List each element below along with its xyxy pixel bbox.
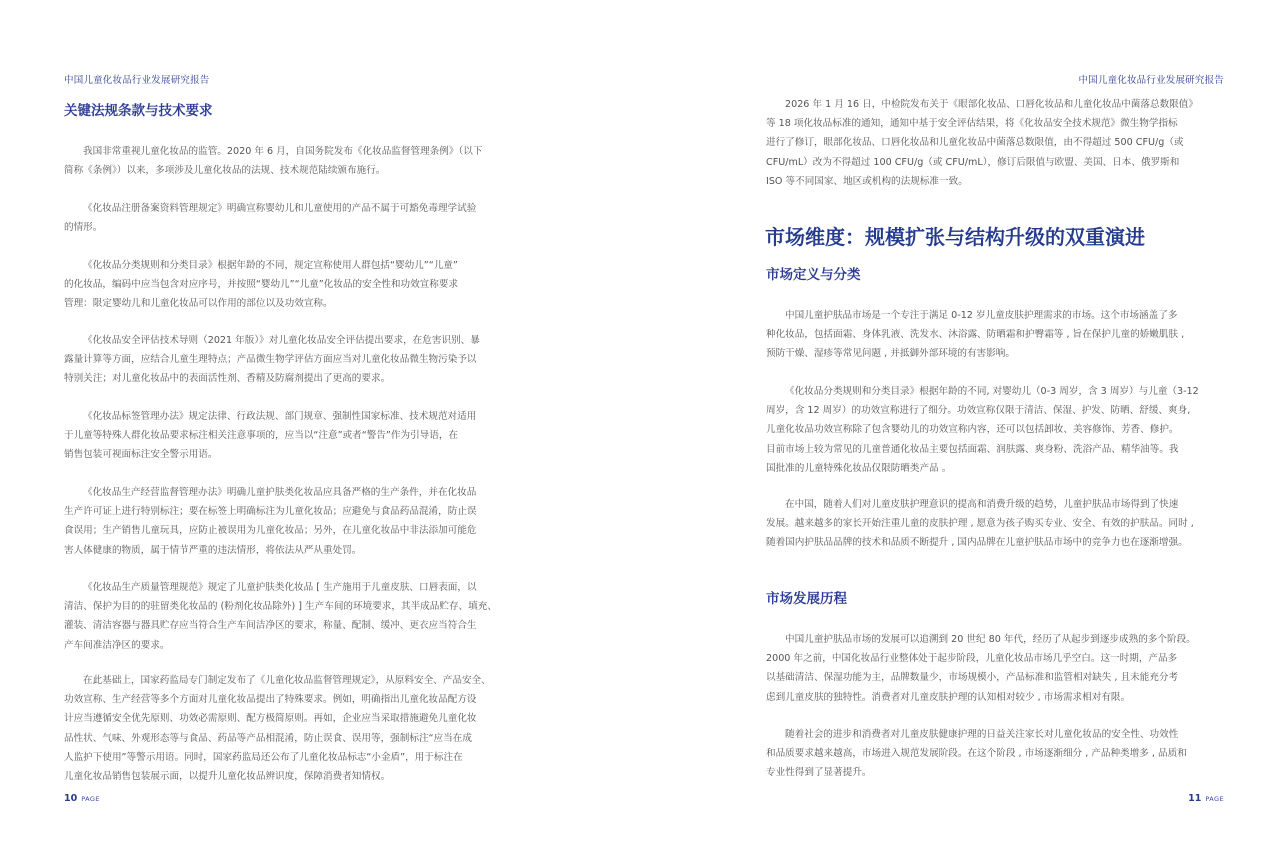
paragraph: 随着社会的进步和消费者对儿童皮肤健康护理的日益关注家长对儿童化妆品的安全性、功效性 和品质要求越来越高，市场进入规范发展阶段。在这个阶段 , 市场逐渐细分 , 产品种类增多 , 品质和 专业性得到了显著提升。 [766, 729, 1187, 779]
paragraph: 《化妆品安全评估技术导则（2021 年版）》对儿童化妆品安全评估提出要求，在危害识别、暴 露量计算等方面，应结合儿童生理特点；产品微生物学评估方面应当对儿童化妆品微生物污染予以 特别关注；对儿童化妆品中的表面活性剂、香精及防腐剂提出了更高的要求。 [64, 335, 480, 385]
chapter-title: 市场维度：规模扩张与结构升级的双重演进 [765, 225, 1145, 249]
page-footer [1188, 793, 1224, 804]
paragraph: 《化妆品注册备案资料管理规定》明确宣称婴幼儿和儿童使用的产品不属于可豁免毒理学试验 的情形。 [64, 203, 477, 234]
paragraph: 中国儿童护肤品市场是一个专注于满足 0-12 岁儿童皮肤护理需求的市场。这个市场涵盖了多 种化妆品，包括面霜、身体乳液、洗发水、沐浴露、防晒霜和护臀霜等 , 旨在保护儿童的娇嫩肌肤 , 预防干燥、湿疹等常见问题 , 并抵御外部环境的有害影响。 [766, 310, 1185, 360]
paragraph: 2026 年 1 月 16 日，中检院发布关于《眼部化妆品、口唇化妆品和儿童化妆品中菌落总数限值》 等 18 项化妆品标准的通知，通知中基于安全评估结果，将《化妆品安全技术规范》微生物学指标 进行了修订，眼部化妆品、口唇化妆品和儿童化妆品中菌落总数限值，由不得超过 500 CFU/g（或 CFU/mL）改为不得超过 100 CFU/g（或 CFU/mL），修订后限值与欧盟、美国、日本、俄罗斯和 ISO 等不同国家、地区或机构的法规标准一致。 [766, 99, 1198, 187]
section-title: 市场发展历程 [766, 591, 847, 607]
paragraph: 中国儿童护肤品市场的发展可以追溯到 20 世纪 80 年代，经历了从起步到逐步成熟的多个阶段。 2000 年之前，中国化妆品行业整体处于起步阶段，儿童化妆品市场几乎空白。这一时期，产品多 以基础清洁、保湿功能为主，品牌数量少，市场规模小，产品标准和监管相对缺失 , 且未能充分考 虑到儿童皮肤的独特性。消费者对儿童皮肤护理的认知相对较少 , 市场需求相对有限。 [766, 634, 1196, 703]
paragraph: 在中国，随着人们对儿童皮肤护理意识的提高和消费升级的趋势，儿童护肤品市场得到了快速 发展。越来越多的家长开始注重儿童的皮肤护理 , 愿意为孩子购买专业、安全、有效的护肤品。同时 , 随着国内护肤品品牌的技术和品质不断提升 , 国内品牌在儿童护肤品市场中的竞争力也在逐渐增强。 [766, 499, 1194, 549]
paragraph: 《化妆品生产经营监督管理办法》明确儿童护肤类化妆品应具备严格的生产条件，并在化妆品 生产许可证上进行特别标注；要在标签上明确标注为儿童化妆品；应避免与食品药品混淆，防止误 食误用；生产销售儿童玩具，应防止被误用为儿童化妆品；另外，在儿童化妆品中非法添加可能危 害人体健康的物质，属于情节严重的违法情形，将依法从严从重处罚。 [64, 487, 477, 556]
running-header: 中国儿童化妆品行业发展研究报告 [64, 75, 210, 86]
page-number: 10 [64, 793, 78, 804]
right-page [643, 0, 1286, 863]
page-label: PAGE [1205, 795, 1224, 803]
section-title: 市场定义与分类 [766, 267, 861, 283]
section-title: 关键法规条款与技术要求 [64, 103, 213, 119]
paragraph: 《化妆品标签管理办法》规定法律、行政法规、部门规章、强制性国家标准、技术规范对适用 于儿童等特殊人群化妆品要求标注相关注意事项的，应当以“注意”或者“警告”作为引导语，在 销售包装可视面标注安全警示用语。 [64, 411, 477, 461]
paragraph: 在此基础上，国家药监局专门制定发布了《儿童化妆品监督管理规定》，从原料安全、产品安全、 功效宣称、生产经营等多个方面对儿童化妆品提出了特殊要求。例如，明确指出儿童化妆品配方设 计应当遵循安全优先原则、功效必需原则、配方极简原则。再如，企业应当采取措施避免儿童化妆 品性状、气味、外观形态等与食品、药品等产品相混淆，防止误食、误用等，强制标注“应当在成 人监护下使用”等警示用语。同时，国家药监局还公布了儿童化妆品标志“小金盾”，用于标注在 儿童化妆品销售包装展示面，以提升儿童化妆品辨识度，保障消费者知情权。 [64, 675, 491, 783]
paragraph: 我国非常重视儿童化妆品的监管。2020 年 6 月，自国务院发布《化妆品监督管理条例》（以下 简称《条例》）以来，多项涉及儿童化妆品的法规、技术规范陆续颁布施行。 [64, 146, 483, 177]
page-number: 11 [1188, 793, 1202, 804]
page-footer [64, 793, 100, 804]
paragraph: 《化妆品分类规则和分类目录》根据年龄的不同, 对婴幼儿（0-3 周岁，含 3 周岁）与儿童（3-12 周岁，含 12 周岁）的功效宣称进行了细分。功效宣称仅限于清洁、保湿、护发、防晒、舒缓、爽身, 儿童化妆品功效宣称除了包含婴幼儿的功效宣称内容，还可以包括卸妆、美容修饰、芳香、修护。 目前市场上较为常见的儿童普通化妆品主要包括面霜、润肤露、爽身粉、洗浴产品、精华油等。我 国批准的儿童特殊化妆品仅限防晒类产品 。 [766, 386, 1199, 474]
page-label: PAGE [81, 795, 100, 803]
paragraph: 《化妆品分类规则和分类目录》根据年龄的不同，规定宣称使用人群包括“婴幼儿”“儿童” 的化妆品，编码中应当包含对应序号，并按照“婴幼儿”“儿童”化妆品的安全性和功效宣称要求 管理：限定婴幼儿和儿童化妆品可以作用的部位以及功效宣称。 [64, 260, 459, 310]
running-header: 中国儿童化妆品行业发展研究报告 [1078, 75, 1224, 86]
paragraph: 《化妆品生产质量管理规范》规定了儿童护肤类化妆品 [ 生产施用于儿童皮肤、口唇表面，以 清洁、保护为目的的驻留类化妆品的 (粉剂化妆品除外) ] 生产车间的环境要求，其半成品贮存、填充、 灌装、清洁容器与器具贮存应当符合生产车间洁净区的要求，称量、配制、缓冲、更衣应当符合生 产车间准洁净区的要求。 [64, 582, 497, 651]
